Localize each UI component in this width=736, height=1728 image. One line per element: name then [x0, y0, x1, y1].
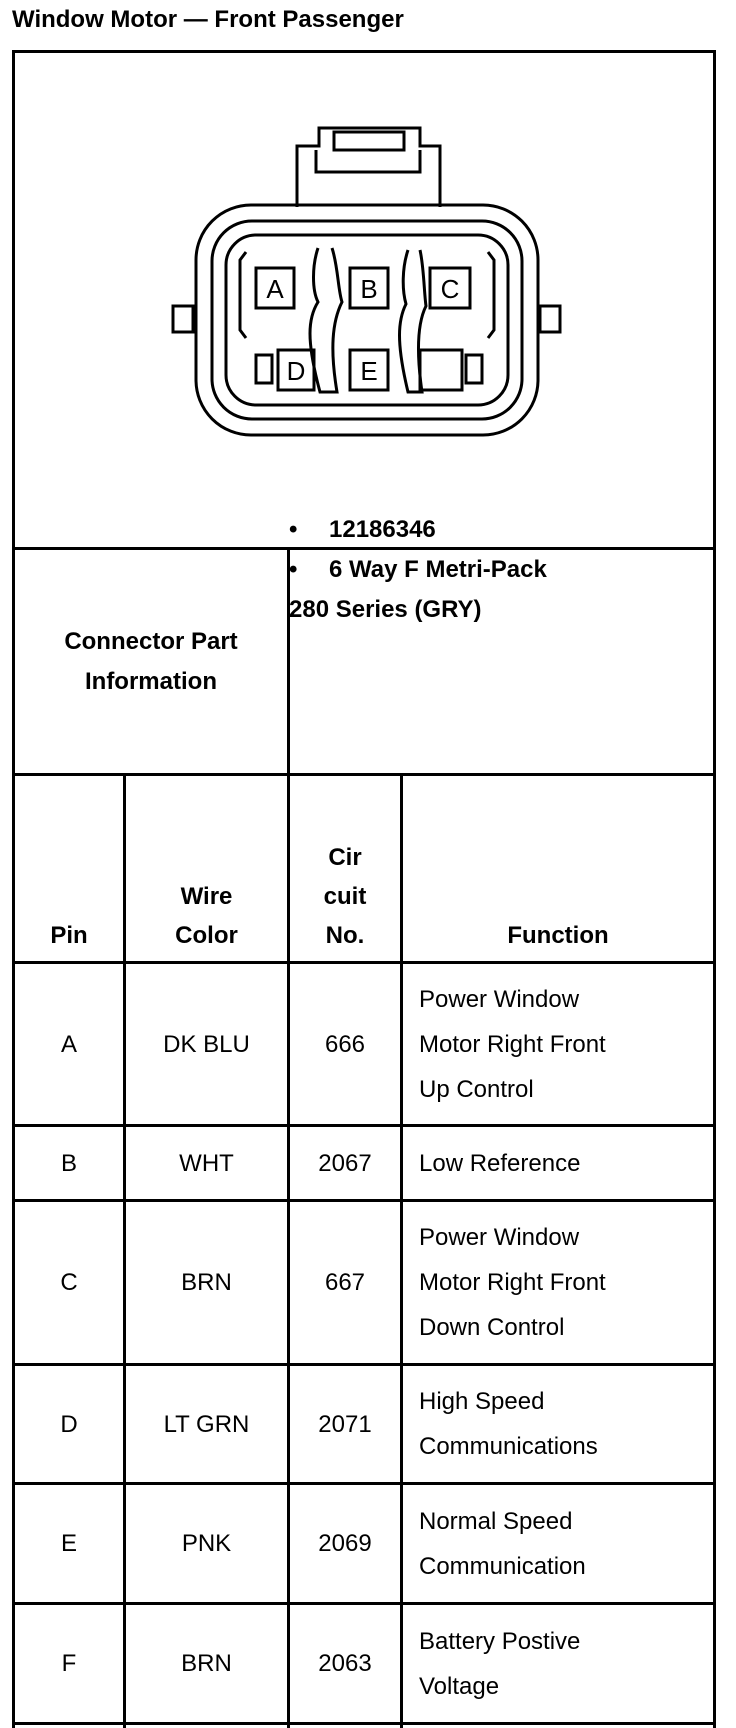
pin-label-c: C — [440, 274, 460, 304]
page-title: Window Motor — Front Passenger — [12, 6, 404, 33]
cell-pin-4: D — [60, 1410, 78, 1438]
connector-diagram — [0, 0, 736, 540]
pin-label-d: D — [286, 356, 306, 386]
header-pin: Pin — [50, 922, 88, 949]
cell-function-1: Power Window Motor Right Front Up Control — [419, 985, 606, 1103]
cell-circuit-1: 666 — [324, 1030, 366, 1058]
part-series: 280 Series (GRY) — [289, 596, 482, 623]
cell-circuit-5: 2069 — [318, 1530, 372, 1557]
cell-pin-1: A — [60, 1030, 77, 1058]
pin-label-b: B — [360, 274, 378, 304]
cell-wire-color-1: DK BLU — [163, 1030, 250, 1058]
pin-label-e: E — [360, 356, 378, 386]
cell-wire-color-5: PNK — [181, 1530, 232, 1557]
cell-function-3: Power Window Motor Right Front Down Control — [419, 1224, 606, 1341]
cell-pin-3: C — [60, 1269, 78, 1296]
cell-wire-color-6: BRN — [181, 1650, 232, 1677]
cell-pin-5: E — [60, 1530, 77, 1557]
part-info-list — [289, 510, 547, 630]
cell-function-6: Battery Postive Voltage — [419, 1627, 581, 1700]
cell-circuit-3: 667 — [324, 1269, 366, 1296]
header-function: Function — [507, 922, 609, 949]
header-wire-color: Wire Color — [175, 883, 238, 949]
cell-wire-color-2: WHT — [179, 1149, 234, 1177]
header-circuit: Cir cuit No. — [323, 844, 367, 949]
part-number: • 12186346 — [289, 516, 436, 543]
cavity-f — [420, 350, 462, 390]
cell-circuit-6: 2063 — [318, 1650, 372, 1677]
cell-wire-color-3: BRN — [181, 1269, 232, 1296]
cell-pin-2: B — [60, 1149, 77, 1177]
pin-label-a: A — [266, 274, 284, 304]
part-type: • 6 Way F Metri-Pack — [289, 556, 547, 583]
part-label-line2: Information — [84, 667, 217, 695]
cell-function-4: High Speed Communications — [419, 1388, 598, 1460]
cell-function-2: Low Reference — [419, 1149, 581, 1177]
cell-function-5: Normal Speed Communication — [419, 1507, 586, 1580]
cell-pin-6: F — [61, 1650, 77, 1677]
connector-part-label — [15, 550, 287, 773]
part-label-line1: Connector Part — [64, 627, 238, 655]
cell-circuit-2: 2067 — [318, 1149, 372, 1177]
cell-wire-color-4: LT GRN — [163, 1410, 250, 1438]
cell-circuit-4: 2071 — [318, 1410, 372, 1438]
